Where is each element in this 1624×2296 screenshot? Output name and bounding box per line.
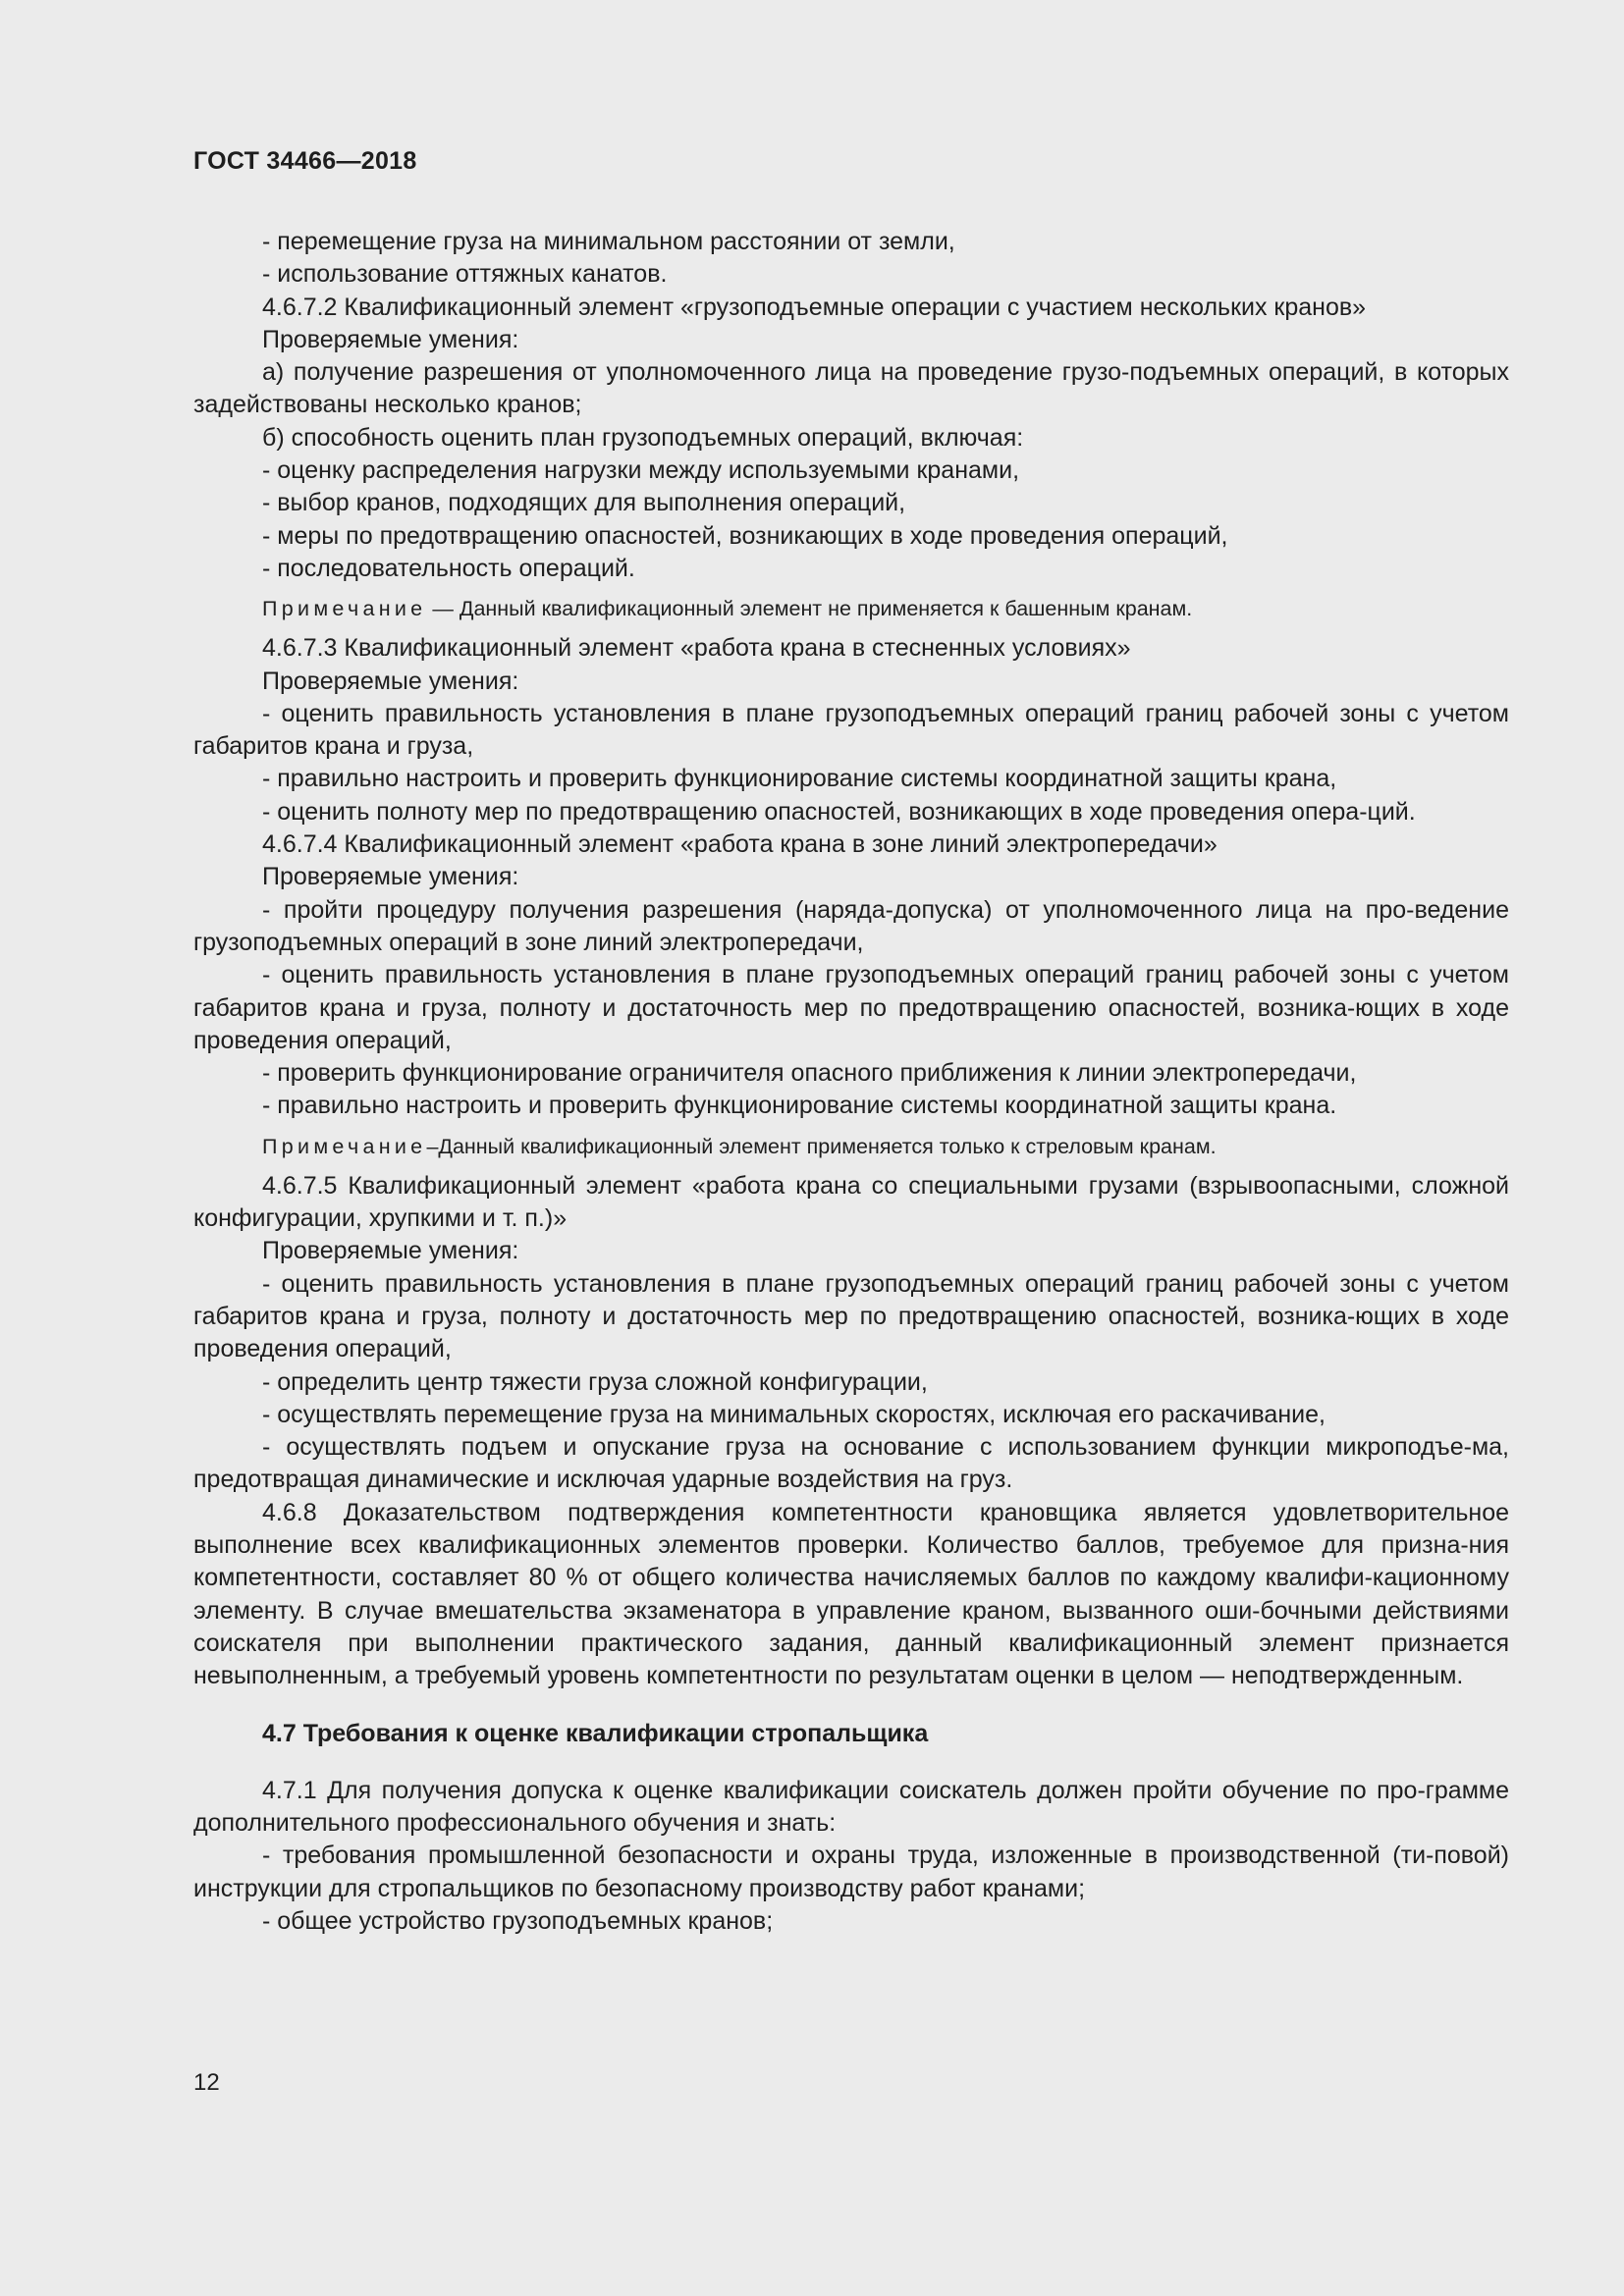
paragraph: Проверяемые умения: xyxy=(262,1237,519,1265)
list-item: - перемещение груза на минимальном расстоянии от земли, xyxy=(262,228,955,255)
list-item: - оценку распределения нагрузки между используемыми кранами, xyxy=(262,456,1020,485)
page-number: 12 xyxy=(193,2069,220,2096)
list-item: - требования промышленной безопасности и охраны труда, изложенные в производственной (ти-повой) инструкции для стропальщиков по безопасному производству работ кранами; xyxy=(193,1842,1509,1902)
list-item: - последовательность операций. xyxy=(262,554,635,582)
list-item: - выбор кранов, подходящих для выполнения операций, xyxy=(262,489,906,517)
note-text: — Данный квалификационный элемент не применяется к башенным кранам. xyxy=(426,597,1193,621)
paragraph: Проверяемые умения: xyxy=(262,863,519,891)
list-item: - правильно настроить и проверить функционирование системы координатной защиты крана, xyxy=(262,765,1337,793)
section-heading: 4.7 Требования к оценке квалификации стропальщика xyxy=(262,1720,929,1748)
note-label: Примечание xyxy=(262,597,427,621)
clause-heading: 4.6.7.5 Квалификационный элемент «работа крана со специальными грузами (взрывоопасными, сложной конфигурации, хрупкими и т. п.)» xyxy=(193,1171,1509,1233)
list-item: - осуществлять перемещение груза на минимальных скоростях, исключая его раскачивание, xyxy=(262,1400,1326,1428)
list-item: - пройти процедуру получения разрешения (наряда-допуска) от уполномоченного лица на про-ведение грузоподъемных операций в зоне линий электропередачи, xyxy=(193,895,1509,956)
paragraph: 4.7.1 Для получения допуска к оценке квалификации соискатель должен пройти обучение по про-грамме дополнительного профессионального обучения и знать: xyxy=(193,1776,1509,1838)
list-item: а) получение разрешения от уполномоченного лица на проведение грузо-подъемных операций, в которых задействованы несколько кранов; xyxy=(193,358,1509,419)
list-item: - оценить правильность установления в плане грузоподъемных операций границ рабочей зоны с учетом габаритов крана и груза, полноту и достаточность мер по предотвращению опасностей, возника-ющих в ходе проведения операций, xyxy=(193,1269,1509,1363)
page-content xyxy=(193,226,1509,1938)
list-item: - меры по предотвращению опасностей, возникающих в ходе проведения операций, xyxy=(262,521,1228,550)
list-item: - общее устройство грузоподъемных кранов; xyxy=(262,1906,774,1935)
list-item: - правильно настроить и проверить функционирование системы координатной защиты крана. xyxy=(262,1092,1337,1120)
list-item: б) способность оценить план грузоподъемных операций, включая: xyxy=(262,423,1024,452)
list-item: - осуществлять подъем и опускание груза на основание с использованием функции микроподъе-ма, предотвращая динамические и исключая ударные воздействия на груз. xyxy=(193,1433,1509,1494)
list-item: - оценить полноту мер по предотвращению опасностей, возникающих в ходе проведения опера-ций. xyxy=(262,797,1416,826)
list-item: - оценить правильность установления в плане грузоподъемных операций границ рабочей зоны с учетом габаритов крана и груза, полноту и достаточность мер по предотвращению опасностей, возника-ющих в ходе проведения операций, xyxy=(193,961,1509,1054)
list-item: - использование оттяжных канатов. xyxy=(262,260,668,289)
list-item: - проверить функционирование ограничителя опасного приближения к линии электропередачи, xyxy=(262,1059,1357,1088)
note-label: Примечание xyxy=(262,1134,427,1158)
paragraph: Проверяемые умения: xyxy=(262,667,519,695)
paragraph: Проверяемые умения: xyxy=(262,325,519,353)
clause-heading: 4.6.7.2 Квалификационный элемент «грузоподъемные операции с участием нескольких кранов» xyxy=(262,293,1367,321)
paragraph: 4.6.8 Доказательством подтверждения компетентности крановщика является удовлетворительное выполнение всех квалификационных элементов проверки. Количество баллов, требуемое для призна-ния компетентности, составляет 80 % от общего количества начисляемых баллов по каждому квалифи-кационному элементу. В случае вмешательства экзаменатора в управление краном, вызванного оши-бочными действиями соискателя при выполнении практического задания, данный квалификационный элемент признается невыполненным, а требуемый уровень компетентности по результатам оценки в целом — неподтвержденным. xyxy=(193,1498,1509,1690)
note-text: –Данный квалификационный элемент применяется только к стреловым кранам. xyxy=(426,1134,1217,1158)
note xyxy=(193,1131,1509,1162)
clause-heading: 4.6.7.3 Квалификационный элемент «работа крана в стесненных условиях» xyxy=(262,634,1131,663)
list-item: - определить центр тяжести груза сложной конфигурации, xyxy=(262,1367,928,1396)
clause-heading: 4.6.7.4 Квалификационный элемент «работа крана в зоне линий электропередачи» xyxy=(262,830,1218,859)
list-item: - оценить правильность установления в плане грузоподъемных операций границ рабочей зоны с учетом габаритов крана и груза, xyxy=(193,699,1509,761)
document-header: ГОСТ 34466—2018 xyxy=(193,147,417,175)
note xyxy=(193,593,1509,624)
